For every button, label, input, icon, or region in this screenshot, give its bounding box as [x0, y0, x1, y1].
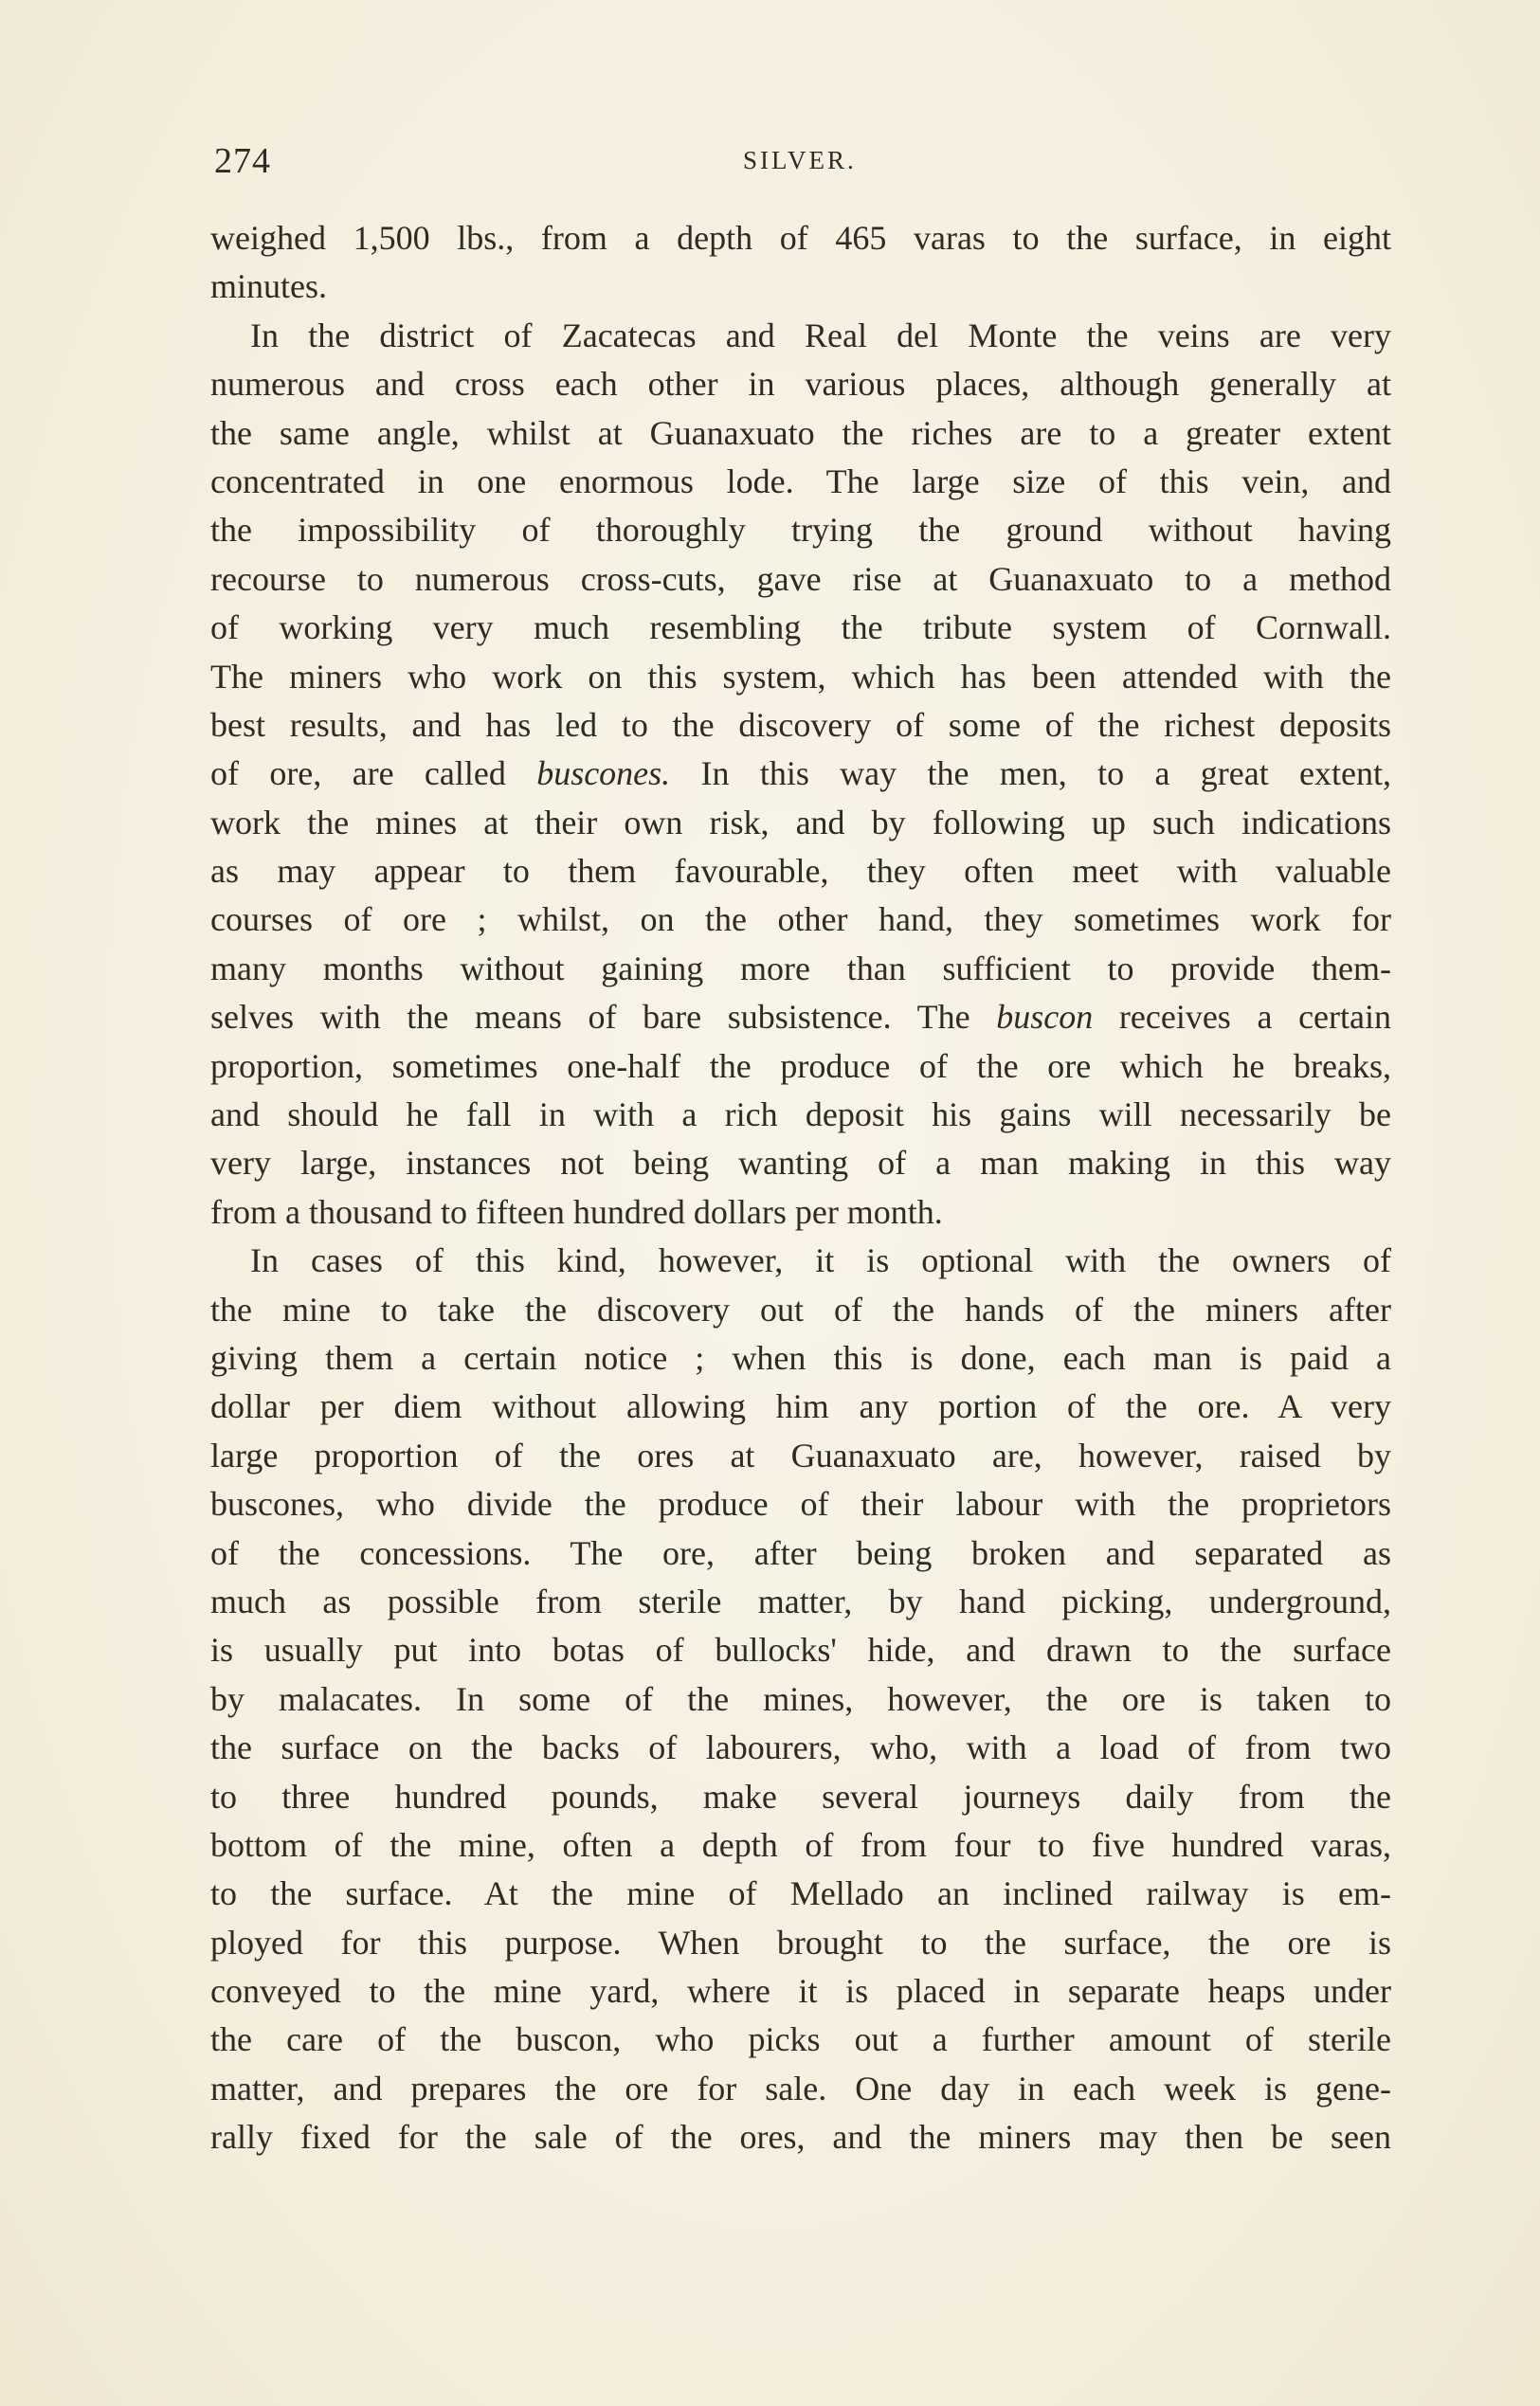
text-line: ployed for this purpose. When brought to the surface, the ore is: [210, 1923, 1391, 1962]
text-line: many months without gaining more than sufficient to provide them-: [210, 949, 1391, 987]
running-head: [214, 140, 1389, 188]
text-segment: In this way the men, to a great extent,: [670, 754, 1391, 793]
text-line: buscones, who divide the produce of their labour with the proprietors: [210, 1485, 1391, 1524]
text-line: much as possible from sterile matter, by hand picking, underground,: [210, 1582, 1391, 1620]
text-line: of the concessions. The ore, after being broken and separated as: [210, 1533, 1391, 1572]
page-number: 274: [214, 141, 271, 181]
body-text: [210, 214, 1391, 2162]
text-segment: of ore, are called: [210, 754, 537, 793]
text-line: the mine to take the discovery out of the hands of the miners after: [210, 1290, 1391, 1329]
text-line: giving them a certain notice ; when this is done, each man is paid a: [210, 1338, 1391, 1377]
text-line: as may appear to them favourable, they often meet with valuable: [210, 852, 1391, 891]
text-line: work the mines at their own risk, and by following up such indications: [210, 803, 1391, 841]
running-title: SILVER.: [743, 146, 857, 174]
text-line: of working very much resembling the tribute system of Cornwall.: [210, 608, 1391, 647]
text-line: is usually put into botas of bullocks' hide, and drawn to the surface: [210, 1631, 1391, 1670]
text-line: best results, and has led to the discovery of some of the richest deposits: [210, 705, 1391, 744]
text-line: to the surface. At the mine of Mellado an inclined railway is em-: [210, 1874, 1391, 1913]
italic-term: buscon: [996, 998, 1094, 1037]
text-line: minutes.: [210, 267, 327, 306]
text-line: weighed 1,500 lbs., from a depth of 465 varas to the surface, in eight: [210, 219, 1391, 257]
text-line: bottom of the mine, often a depth of from four to five hundred varas,: [210, 1825, 1391, 1864]
text-line: recourse to numerous cross-cuts, gave rise at Guanaxuato to a method: [210, 559, 1391, 598]
text-line: the surface on the backs of labourers, who, with a load of from two: [210, 1728, 1391, 1767]
text-line: the care of the buscon, who picks out a further amount of sterile: [210, 2020, 1391, 2059]
text-line-with-italic: [210, 750, 1391, 798]
text-line: rally fixed for the sale of the ores, and the miners may then be seen: [210, 2118, 1391, 2157]
text-line: the same angle, whilst at Guanaxuato the riches are to a greater extent: [210, 413, 1391, 452]
text-line: dollar per diem without allowing him any portion of the ore. A very: [210, 1387, 1391, 1426]
text-line: very large, instances not being wanting of a man making in this way: [210, 1144, 1391, 1183]
text-line: concentrated in one enormous lode. The large size of this vein, and: [210, 461, 1391, 500]
text-line: In the district of Zacatecas and Real del Monte the veins are very: [250, 316, 1391, 354]
text-line: by malacates. In some of the mines, however, the ore is taken to: [210, 1679, 1391, 1718]
text-segment: selves with the means of bare subsistence. The: [210, 998, 997, 1037]
text-line: conveyed to the mine yard, where it is placed in separate heaps under: [210, 1972, 1391, 2011]
italic-term: buscones.: [536, 754, 671, 793]
text-line: large proportion of the ores at Guanaxuato are, however, raised by: [210, 1436, 1391, 1474]
text-line-with-italic: [210, 993, 1391, 1041]
text-line: proportion, sometimes one-half the produce of the ore which he breaks,: [210, 1046, 1391, 1085]
text-line: the impossibility of thoroughly trying the ground without having: [210, 511, 1391, 550]
text-line: and should he fall in with a rich deposit his gains will necessarily be: [210, 1095, 1391, 1134]
text-segment: receives a certain: [1093, 998, 1391, 1037]
text-line: matter, and prepares the ore for sale. One day in each week is gene-: [210, 2069, 1391, 2108]
text-line: courses of ore ; whilst, on the other hand, they sometimes work for: [210, 900, 1391, 939]
text-line: numerous and cross each other in various places, although generally at: [210, 365, 1391, 404]
text-line: In cases of this kind, however, it is optional with the owners of: [250, 1241, 1391, 1280]
text-line: from a thousand to fifteen hundred dollars per month.: [210, 1192, 943, 1231]
text-line: The miners who work on this system, which has been attended with the: [210, 657, 1391, 696]
text-line: to three hundred pounds, make several journeys daily from the: [210, 1777, 1391, 1816]
